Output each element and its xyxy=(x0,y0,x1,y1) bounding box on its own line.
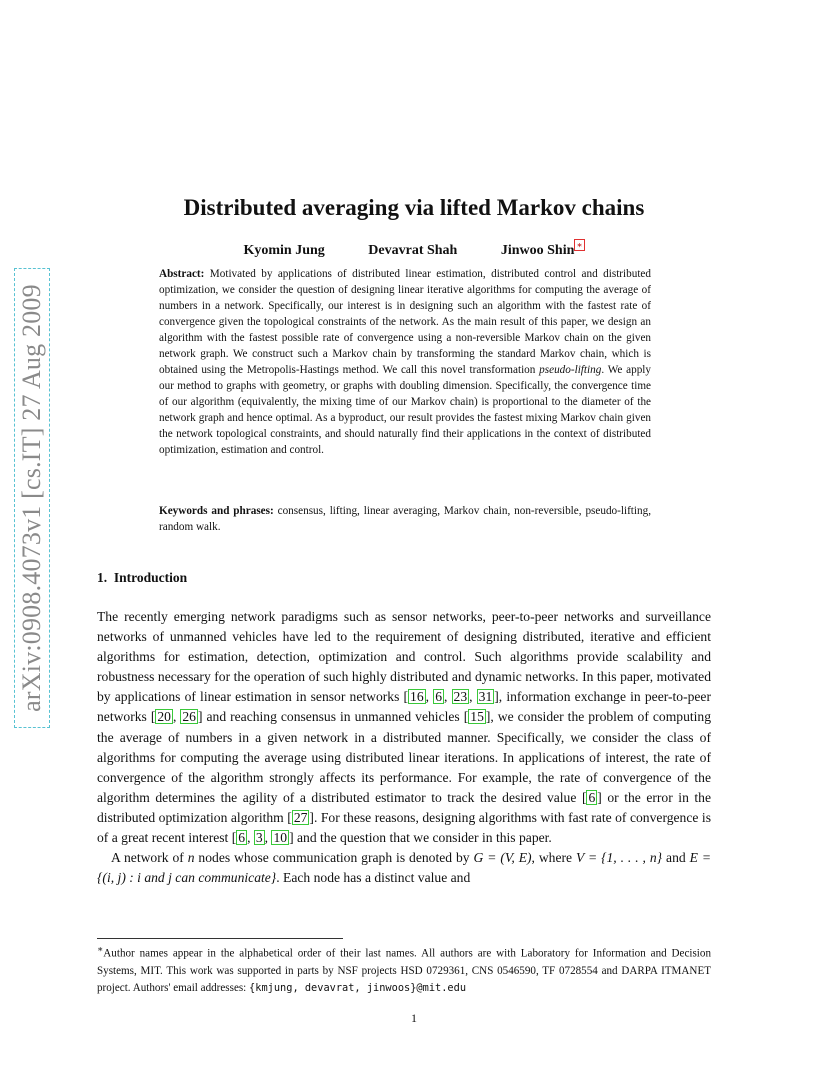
section-number: 1. xyxy=(97,570,108,585)
citation-link[interactable]: 6 xyxy=(588,789,596,805)
intro-text: , information exchange in peer-to-peer networks xyxy=(97,689,711,725)
intro-text: and the question that we consider in this paper. xyxy=(297,830,552,846)
intro-text: or the error in the distributed optimization algorithm xyxy=(97,789,712,825)
abstract-text-1: Motivated by applications of distributed linear estimation, distributed control and distributed optimization, we consider the question of designing linear iterative algorithms for computing the average of numbers in a network. Specifically, our interest is in designing such an algorithm with the fastest rate of convergence given the topological constraints of the network. As the main result of this paper, we design an algorithm with the fastest possible rate of convergence using a non-reversible Markov chain on the given network graph. We construct such a Markov chain by transforming the standard Markov chain, which is obtained using the Metropolis-Hastings method. We call this novel transformation xyxy=(159,268,651,376)
intro-text: nodes whose communication graph is denoted by xyxy=(198,850,470,866)
footnote-mark: ∗ xyxy=(97,945,104,955)
citation-link[interactable]: 15 xyxy=(470,709,484,725)
abstract-emphasis: pseudo-lifting xyxy=(539,364,602,376)
intro-text: and reaching consensus in unmanned vehicles xyxy=(206,709,460,725)
citation-link[interactable]: 3 xyxy=(255,830,263,846)
footnote-text: Author names appear in the alphabetical order of their last names. All authors are with Laboratory for Information and Decision Systems, MIT. This work was supported in parts by NSF projects HSD 0729361, CNS 0546590, TF 0728554 and DARPA ITMANET project. Authors' email addresses: xyxy=(97,947,711,995)
abstract-label: Abstract: xyxy=(159,268,205,280)
footnote xyxy=(97,942,711,997)
section-heading xyxy=(97,570,187,586)
citation-link[interactable]: 10 xyxy=(273,830,288,846)
citation-link[interactable]: 23 xyxy=(453,689,468,705)
intro-text: A network of xyxy=(111,850,184,866)
intro-text: . Each node has a distinct value and xyxy=(276,870,471,886)
citation-group: [ 15 ] xyxy=(463,709,491,725)
math-vertex-set: V = {1, . . . , n} xyxy=(576,850,663,866)
citation-group: [ 27 ] xyxy=(287,809,314,825)
author-list xyxy=(0,240,828,259)
keywords-label: Keywords and phrases: xyxy=(159,505,274,517)
math-edge-set: E = {(i, j) : i and j can communicate} xyxy=(97,850,711,886)
citation-link[interactable]: 16 xyxy=(410,689,424,705)
footnote-rule xyxy=(97,938,343,939)
author-3-name: Jinwoo Shin xyxy=(500,242,575,258)
keywords-text: consensus, lifting, linear averaging, Markov chain, non-reversible, pseudo-lifting, random walk. xyxy=(159,505,652,533)
citation-group: [ 16 , 6 , 23 , 31 ] xyxy=(403,689,499,705)
intro-text: , we consider the problem of computing the average of numbers in a given network in a distributed manner. Specifically, we consider the class of algorithms for computing the average using distributed linear iterations. In applications of interest, the rate of convergence of the algorithm strongly affects its performance. For example, the rate of convergence of the algorithm determines the agility of a distributed estimator to track the desired value xyxy=(97,709,712,805)
citation-link[interactable]: 27 xyxy=(293,809,308,825)
intro-text: The recently emerging network paradigms such as sensor networks, peer-to-peer networks and surveillance networks of unmanned vehicles have led to the requirement of designing distributed, iterative and efficient algorithms for estimation, detection, optimization and control. Such algorithms provide scalability and robustness necessary for the operation of such highly distributed and dynamic networks. In this paper, motivated by applications of linear estimation in sensor networks xyxy=(97,609,711,705)
intro-paragraph-1 xyxy=(97,607,711,848)
citation-link[interactable]: 6 xyxy=(435,689,442,705)
page-number: 1 xyxy=(411,1011,417,1025)
author-3 xyxy=(500,240,585,258)
paper-title: Distributed averaging via lifted Markov chains xyxy=(183,195,645,220)
keywords xyxy=(159,503,651,535)
footnote-emails: {kmjung, devavrat, jinwoos}@mit.edu xyxy=(249,982,467,995)
citation-link[interactable]: 31 xyxy=(478,689,493,705)
citation-link[interactable]: 6 xyxy=(238,830,246,846)
intro-text: and xyxy=(666,850,686,866)
math-graph: G = (V, E) xyxy=(473,850,532,866)
section-title: Introduction xyxy=(113,570,188,585)
citation-group: [ 6 ] xyxy=(581,789,602,805)
author-footnote-link[interactable]: ∗ xyxy=(576,240,583,250)
citation-link[interactable]: 26 xyxy=(182,709,196,725)
arxiv-identifier-text: arXiv:0908.4073v1 [cs.IT] 27 Aug 2009 xyxy=(17,284,46,712)
math-n: n xyxy=(187,850,195,866)
abstract-text-2: . We apply our method to graphs with geometry, or graphs with doubling dimension. Specifically, the convergence time of our algorithm (equivalently, the mixing time of our Markov chain) is proportional to the diameter of the network graph and hence optimal. As a byproduct, our result provides the fastest mixing Markov chain given the network topological constraints, and should naturally find their applications in the context of distributed optimization, estimation and control. xyxy=(159,364,651,456)
introduction-body xyxy=(97,607,711,888)
intro-text: , where xyxy=(531,850,573,866)
author-2: Devavrat Shah xyxy=(368,242,458,258)
arxiv-identifier-stamp[interactable] xyxy=(14,268,50,728)
citation-link[interactable]: 20 xyxy=(157,709,171,725)
author-1: Kyomin Jung xyxy=(243,242,325,258)
intro-paragraph-2 xyxy=(97,848,711,888)
abstract xyxy=(159,266,651,458)
intro-text: . For these reasons, designing algorithms with fast rate of convergence is of a great recent interest xyxy=(97,809,711,846)
citation-group: [ 20 , 26 ] xyxy=(150,709,203,725)
citation-group: [ 6 , 3 , 10 ] xyxy=(231,830,294,846)
